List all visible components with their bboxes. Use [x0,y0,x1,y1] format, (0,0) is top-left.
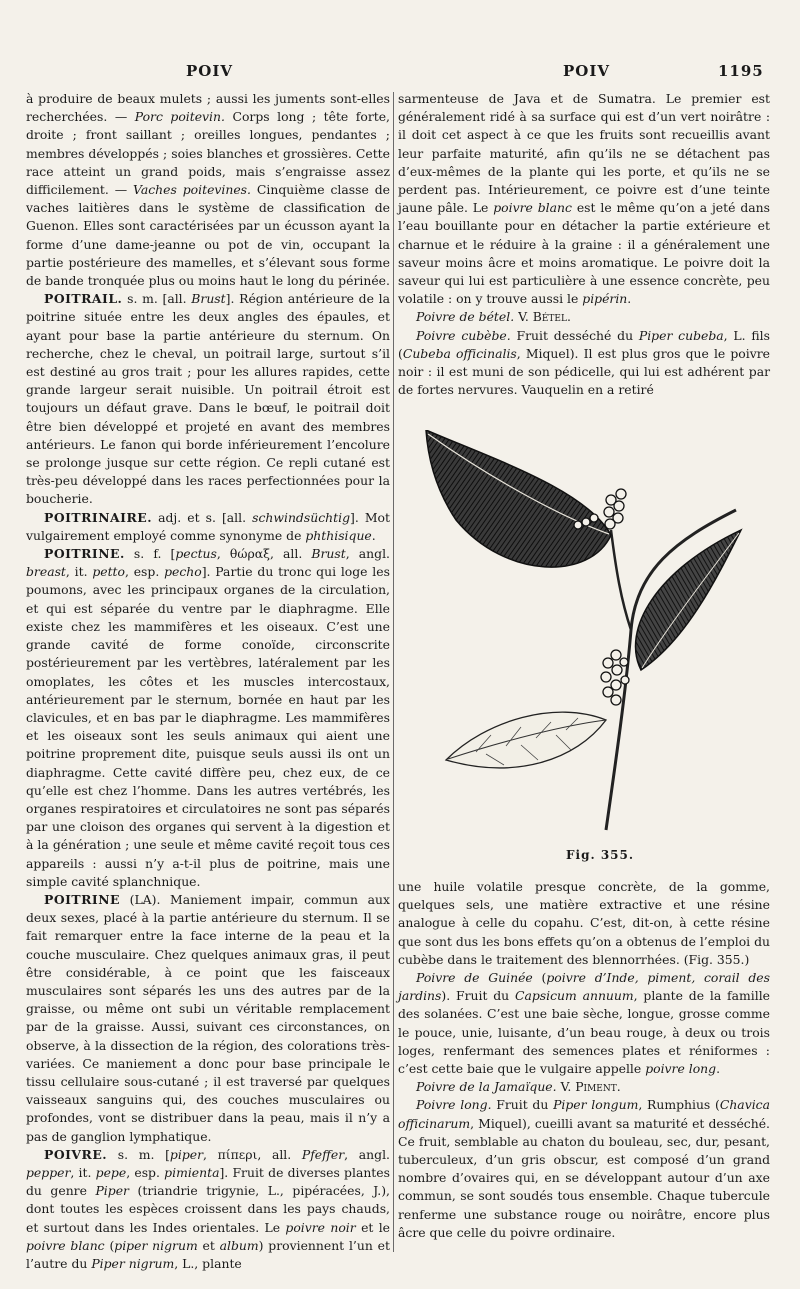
entry-poitrine-la: POITRINE (LA). Maniement impair, commun aux deux sexes, placé à la partie antérieure du sternum. Il se fait remarquer entre la face interne de la peau et la couche musculaire. Chez quelques animaux gras, il peut être considérable, à ce point que les faisceaux musculaires sont séparés les uns des autres par de la graisse, ou même ont subi un véritable remplacement par de la graisse. Aussi, suivant ces circonstances, on observe, à la dissection de la région, des colorations très-variées. Ce maniement a donc pour base principale le tissu cellulaire sous-cutané ; il est traversé par quelques vaisseaux sanguins qui, des couches musculaires ou profondes, vont se distribuer dans la peau, mais il n’y a pas de ganglion lymphatique. [26,891,390,1144]
subentry-poivre-cubebe: Poivre cubèbe. Fruit desséché du Piper cubeba, L. fils (Cubeba officinalis, Miquel). Il est plus gros que le poivre noir : il est muni de son pédicelle, qui lui est adhérent par de fortes nervures. Vauquelin en a retiré [398,327,770,398]
figure-caption: Fig. 355. [566,848,635,862]
right-column-bottom [398,878,770,1242]
subentry-poivre-de-guinee: Poivre de Guinée (poivre d’Inde, piment, corail des jardins). Fruit du Capsicum annuum, plante de la famille des solanées. C’est une baie sèche, longue, grosse comme le pouce, unie, luisante, d’un beau rouge, à deux ou trois loges, renfermant des semences plates et réniformes : c’est cette baie que le vulgaire appelle poivre long. [398,970,770,1077]
subentry-poivre-de-betel: Poivre de bétel. V. Bétel. [416,309,571,325]
upper-branch [611,530,631,630]
right-leaf [636,530,741,670]
page-number: 1195 [718,62,764,80]
subentry-poivre-cubebe-continued: une huile volatile presque concrète, de la gomme, quelques sels, une matière extractive et une résine analogue à celle du copahu. C’est, dit-on, à cette résine que sont dus les bons effets qu’on a obtenus de l’emploi du cubèbe dans le traitement des blennorrhées. (Fig. 355.) [398,879,770,967]
cubeb-branch-illustration [416,430,756,840]
left-running-head: POIV [186,62,234,80]
upper-leaf [426,430,611,567]
entry-poitrail: POITRAIL. s. m. [all. Brust]. Région antérieure de la poitrine située entre les deux angles des épaules, et ayant pour base la partie antérieure du sternum. On recherche, chez le cheval, un poitrail large, surtout s’il est destiné au gros trait ; pour les allures rapides, cette grande largeur serait nuisible. Un poitrail étroit est toujours un défaut grave. Dans le bœuf, le poitrail doit être bien développé et projeté en avant des membres antérieurs. Le fanon qui borde inférieurement l’encolure se prolonge jusque sur cette région. Ce repli cutané est très-peu développé dans les races perfectionnées pour la boucherie. [26,291,390,507]
subentry-poivre-long: Poivre long. Fruit du Piper longum, Rumphius (Chavica officinarum, Miquel), cueilli avant sa maturité et desséché. Ce fruit, semblable au chaton du bouleau, sec, dur, pesant, tuberculeux, d’un gris obscur, est composé d’un grand nombre d’ovaires qui, en se développant autour d’un axe commun, se sont soudés tous ensemble. Chaque tubercule renferme une substance rouge ou noirâtre, encore plus âcre que celle du poivre ordinaire. [398,1097,770,1240]
subentry-poivre-de-la-jamaique: Poivre de la Jamaïque. V. Piment. [416,1079,621,1095]
right-column-top [398,90,770,399]
left-column [26,90,390,1273]
entry-poivre: POIVRE. s. m. [piper, πίπερι, all. Pfeffer, angl. pepper, it. pepe, esp. pimienta]. Fruit de diverses plantes du genre Piper (triandrie trigynie, L., pipéracées, J.), dont toutes les espèces croissent dans les pays chauds, et surtout dans les Indes orientales. Le poivre noir et le poivre blanc (piper nigrum et album) proviennent l’un et l’autre du Piper nigrum, L., plante [26,1146,391,1271]
right-running-head: POIV [563,62,611,80]
entry-poitrinaire: POITRINAIRE. adj. et s. [all. schwindsüchtig]. Mot vulgairement employé comme synonyme de phthisique. [26,509,390,543]
entry-poitevin-continued: à produire de beaux mulets ; aussi les juments sont-elles recherchées. — Porc poitevin. Corps long ; tête forte, droite ; front saillant ; oreilles longues, pendantes ; membres développés ; soies blanches et grossières. Cette race atteint un grand poids, mais s’engraisse assez difficilement. — Vaches poitevines. Cinquième classe de vaches laitières dans le système de classification de Guenon. Elles sont caractérisées par un écusson ayant la forme d’une dame-jeanne ou pot de vin, occupant la partie postérieure des mamelles, et s’élevant sous forme de bande tronquée plus ou moins haut le long du périnée. [26,91,390,289]
lower-leaf [446,712,606,768]
entry-poivre-continued: sarmenteuse de Java et de Sumatra. Le premier est généralement ridé à sa surface qui est d’un vert noirâtre : il doit cet aspect à ce que les fruits sont recueillis avant leur parfaite maturité, afin qu’ils ne se détachent pas d’eux-mêmes de la plante qui les porte, et qu’ils ne se perdent pas. Intérieurement, ce poivre est d’une teinte jaune pâle. Le poivre blanc est le même qu’on a jeté dans l’eau bouillante pour en détacher la partie extérieure et charnue et le réduire à la graine : il a généralement une saveur moins âcre et moins aromatique. Le poivre doit la saveur qui lui est particulière à une essence concrète, peu volatile : on y trouve aussi le pipérin. [398,91,770,307]
entry-poitrine: POITRINE. s. f. [pectus, θώραξ, all. Brust, angl. breast, it. petto, esp. pecho]. Partie du tronc qui loge les poumons, avec les principaux organes de la circulation, et qui est séparée du ventre par le diaphragme. Elle existe chez les mammifères et les oiseaux. C’est une grande cavité de forme conoïde, circonscrite postérieurement par les vertèbres, latéralement par les omoplates, les côtes et les muscles intercostaux, antérieurement par le sternum, bornée en haut par les clavicules, et en bas par le diaphragme. Les mammifères et les oiseaux sont les seuls animaux qui aient une poitrine proprement dite, puisque seuls aussi ils ont un diaphragme. Cette cavité diffère peu, chez eux, de ce qu’elle est chez l’homme. Dans les autres vertébrés, les organes respiratoires et circulatoires ne sont pas séparés par une cloison des organes qui servent à la digestion et à la génération ; une seule et même cavité reçoit tous ces appareils : aussi n’y a-t-il plus de poitrine, mais une simple cavité splanchnique. [26,546,390,889]
column-divider [393,92,394,1252]
